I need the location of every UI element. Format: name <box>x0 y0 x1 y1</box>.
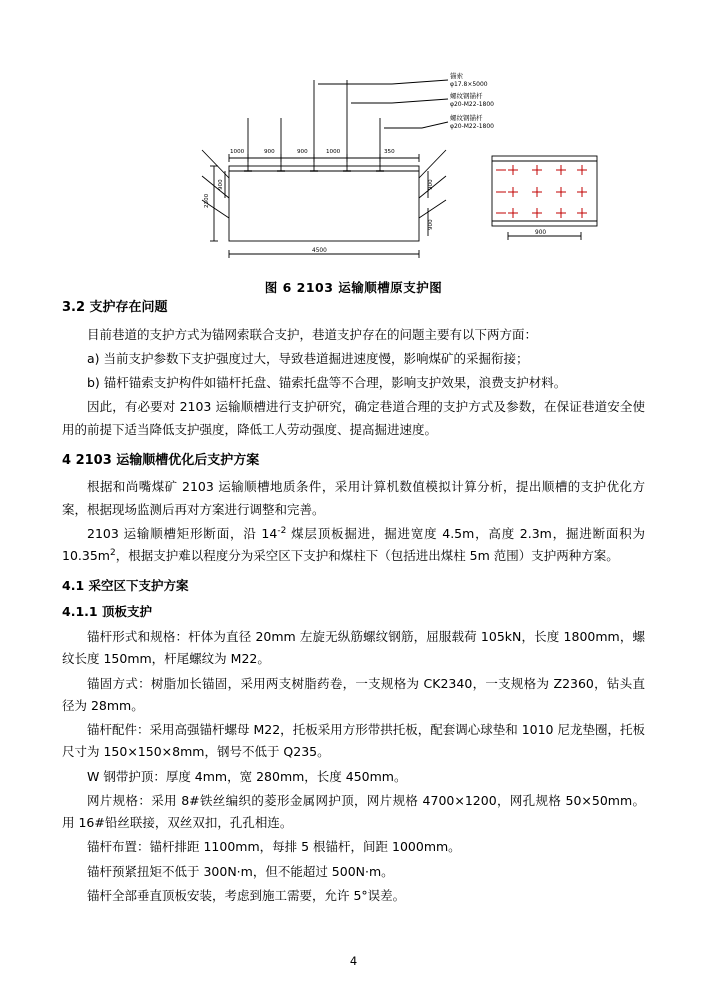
paragraph-4-1-1-mesh: 网片规格：采用 8#铁丝编织的菱形金属网护顶，网片规格 4700×1200，网孔规格 50×50mm。用 16#铅丝联接，双丝双扣，孔孔相连。 <box>62 792 645 831</box>
section-heading-4-1: 4.1 采空区下支护方案 <box>62 577 189 593</box>
paragraph-4-2: 2103 运输顺槽矩形断面，沿 $14^{-2}$ 煤层顶板掘进，掘进宽度 4.5m，高度 2.3m，掘进断面积为 $10.35m^2$，根据支护难以程度分为采空区下支护和煤柱下（包括进出煤柱 5m 范围）支护两种方案。 <box>62 525 645 564</box>
paragraph-4-1-1-w-steel-belt: W 钢带护顶：厚度 4mm，宽 280mm，长度 450mm。 <box>87 768 407 784</box>
paragraph-3-2-3: b) 锚杆锚索支护构件如锚杆托盘、锚索托盘等不合理，影响支护效果，浪费支护材料。 <box>87 375 567 390</box>
paragraph-4-1-1-accessories: 锚杆配件：采用高强锚杆螺母 M22，托板采用方形带拱托板，配套调心球垫和 1010 尼龙垫圈，托板尺寸为 150×150×8mm，钢号不低于 Q235。 <box>62 722 645 760</box>
page-content <box>62 40 645 909</box>
figure-dim-span-5: 350 <box>384 149 395 155</box>
figure-label-rebar-bolt-spec: φ20-M22-1800 <box>450 101 495 108</box>
figure-dim-bottom-width: 4500 <box>312 248 327 254</box>
section-heading-4: 4 2103 运输顺槽优化后支护方案 <box>62 452 260 468</box>
figure-dim-span-4: 1000 <box>326 149 341 155</box>
figure-dim-span-3: 900 <box>297 149 308 155</box>
paragraph-3-2-1: 目前巷道的支护方式为锚网索联合支护，巷道支护存在的问题主要有以下两方面： <box>87 326 538 342</box>
paragraph-3-2-4: 因此，有必要对 2103 运输顺槽进行支护研究，确定巷道合理的支护方式及参数，在保证巷道安全使用的前提下适当降低支护强度，降低工人劳动强度、提高掘进速度。 <box>62 399 645 437</box>
detail-bolt-marks <box>496 165 587 218</box>
figure-dim-detail-width: 900 <box>535 230 547 236</box>
figure-dim-span-2: 900 <box>264 149 275 155</box>
paragraph-4-1-1-installation: 锚杆全部垂直顶板安装，考虑到施工需要，允许 5°误差。 <box>87 887 406 903</box>
figure-dim-span-1: 1000 <box>230 149 245 155</box>
paragraph-4-1-1-layout: 锚杆布置：锚杆排距 1100mm，每排 5 根锚杆，间距 1000mm。 <box>87 839 461 855</box>
figure-drawing <box>62 58 645 276</box>
figure-dim-height-total: 2300 <box>204 193 210 208</box>
section-heading-4-1-1: 4.1.1 顶板支护 <box>62 604 152 620</box>
paragraph-3-2-2: a) 当前支护参数下支护强度过大，导致巷道掘进速度慢，影响煤矿的采掘衔接； <box>87 350 529 366</box>
figure-dim-right-lower: 900 <box>428 219 434 230</box>
figure-label-thread-bolt-title: 螺纹钢锚杆 <box>450 114 483 122</box>
paragraph-4-1-1-anchoring: 锚固方式：树脂加长锚固，采用两支树脂药卷，一支规格为 CK2340，一支规格为 Z2360，钻头直径为 28mm。 <box>62 675 645 713</box>
figure-label-anchor-cable-title: 锚索 <box>450 72 463 80</box>
paragraph-4-1: 根据和尚嘴煤矿 2103 运输顺槽地质条件，采用计算机数值模拟计算分析，提出顺槽的支护优化方案，根据现场监测后再对方案进行调整和完善。 <box>62 479 645 517</box>
figure-label-thread-bolt-spec: φ20-M22-1800 <box>450 123 495 130</box>
figure-label-anchor-cable-spec: φ17.8×5000 <box>450 81 488 88</box>
figure-caption: 图 6 2103 运输顺槽原支护图 <box>264 280 443 295</box>
figure-dim-right-upper: 900 <box>428 179 434 190</box>
figure-2103-original-support <box>62 58 645 295</box>
paragraph-4-1-1-bolt-spec: 锚杆形式和规格：杆体为直径 20mm 左旋无纵筋螺纹钢筋，屈服载荷 105kN，长度 1800mm，螺纹长度 150mm，杆尾螺纹为 M22。 <box>62 629 645 667</box>
figure-label-rebar-bolt-title: 螺纹钢锚杆 <box>450 92 483 100</box>
page-number: 4 <box>349 954 358 968</box>
figure-dim-left-upper: 900 <box>218 179 224 190</box>
section-heading-3-2: 3.2 支护存在问题 <box>62 300 168 315</box>
paragraph-4-1-1-torque: 锚杆预紧扭矩不低于 300N·m，但不能超过 500N·m。 <box>87 863 394 879</box>
